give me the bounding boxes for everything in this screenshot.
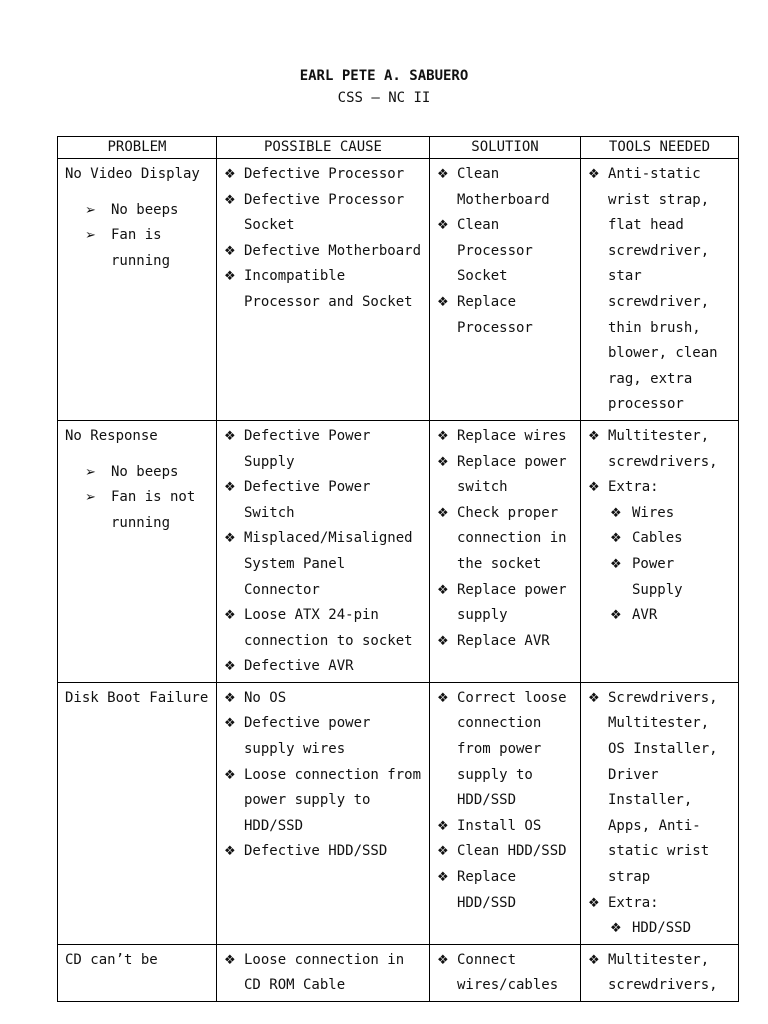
list-item: ❖ Clean HDD/SSD <box>437 839 573 865</box>
list-item: ❖ Power Supply <box>610 552 731 603</box>
cause-cell <box>217 944 430 1001</box>
diamond-bullet-icon: ❖ <box>610 608 622 624</box>
problem-cell <box>58 944 217 1001</box>
list-item: ❖ Replace wires <box>437 424 573 450</box>
diamond-bullet-icon: ❖ <box>437 294 449 310</box>
list-item: ❖ Clean Motherboard <box>437 162 573 213</box>
list-item: ❖ Replace power supply <box>437 578 573 629</box>
diamond-bullet-icon: ❖ <box>224 269 236 285</box>
problem-title: Disk Boot Failure <box>65 689 209 706</box>
diamond-bullet-icon: ❖ <box>224 480 236 496</box>
list-item: ❖ Replace AVR <box>437 629 573 655</box>
list-item: ❖ Defective Power Supply <box>224 424 422 475</box>
list-item: ❖ Extra: ❖ HDD/SSD <box>588 891 731 942</box>
diamond-bullet-icon: ❖ <box>437 218 449 234</box>
list-item: ➢ No beeps <box>85 198 209 224</box>
certification-title: CSS – NC II <box>337 90 431 106</box>
list-item: ❖ Replace HDD/SSD <box>437 865 573 916</box>
diamond-bullet-icon: ❖ <box>437 167 449 182</box>
solution-cell <box>430 682 581 944</box>
diamond-bullet-icon: ❖ <box>224 428 236 444</box>
diamond-bullet-icon: ❖ <box>588 480 600 496</box>
list-item: ❖ Misplaced/Misaligned System Panel Connector <box>224 526 422 603</box>
diamond-bullet-icon: ❖ <box>437 582 449 598</box>
list-item: ❖ Anti-static wrist strap, flat head screwdriver, star screwdriver, thin brush, blower, clean rag, extra processor <box>588 162 731 418</box>
list-item: ❖ Install OS <box>437 814 573 840</box>
list-item: ❖ Defective Power Switch <box>224 475 422 526</box>
diamond-bullet-icon: ❖ <box>588 167 600 182</box>
diamond-bullet-icon: ❖ <box>588 952 600 968</box>
list-item: ➢ Fan is not running <box>85 485 209 536</box>
list-item: ❖ Check proper connection in the socket <box>437 501 573 578</box>
author-name: EARL PETE A. SABUERO <box>299 68 469 84</box>
cause-cell <box>217 420 430 682</box>
problem-cell <box>58 420 217 682</box>
cause-cell <box>217 682 430 944</box>
list-item: ❖ Loose connection from power supply to HDD/SSD <box>224 763 422 840</box>
diamond-bullet-icon: ❖ <box>437 690 449 706</box>
arrow-bullet-icon: ➢ <box>85 490 96 506</box>
diamond-bullet-icon: ❖ <box>437 844 449 860</box>
list-item: ❖ Extra: ❖ Wires ❖ Cables ❖ Power Supply ❖ AVR <box>588 475 731 629</box>
cause-cell <box>217 159 430 421</box>
list-item: ❖ Defective power supply wires <box>224 711 422 762</box>
column-header-cause: POSSIBLE CAUSE <box>217 137 430 159</box>
list-item: ❖ Replace Processor <box>437 290 573 341</box>
problem-cell <box>58 159 217 421</box>
list-item: ❖ Multitester, screwdrivers, <box>588 948 731 999</box>
diamond-bullet-icon: ❖ <box>437 505 449 521</box>
diamond-bullet-icon: ❖ <box>224 659 236 675</box>
extra-tools-list <box>610 916 731 942</box>
tools-cell <box>581 682 739 944</box>
diamond-bullet-icon: ❖ <box>437 818 449 834</box>
list-item: ➢ No beeps <box>85 460 209 486</box>
diamond-bullet-icon: ❖ <box>224 192 236 208</box>
diamond-bullet-icon: ❖ <box>610 531 622 547</box>
arrow-bullet-icon: ➢ <box>85 202 96 218</box>
list-item: ❖ Correct loose connection from power supply to HDD/SSD <box>437 686 573 814</box>
list-item: ❖ Defective AVR <box>224 654 422 680</box>
tools-cell <box>581 944 739 1001</box>
diamond-bullet-icon: ❖ <box>437 454 449 470</box>
diamond-bullet-icon: ❖ <box>224 167 236 182</box>
list-item: ❖ Wires <box>610 501 731 527</box>
diamond-bullet-icon: ❖ <box>437 952 449 968</box>
list-item: ❖ Incompatible Processor and Socket <box>224 264 422 315</box>
solution-cell <box>430 420 581 682</box>
column-header-solution: SOLUTION <box>430 137 581 159</box>
list-item: ❖ Multitester, screwdrivers, <box>588 424 731 475</box>
list-item: ❖ AVR <box>610 603 731 629</box>
solution-cell <box>430 159 581 421</box>
list-item: ❖ Defective HDD/SSD <box>224 839 422 865</box>
list-item: ❖ Connect wires/cables <box>437 948 573 999</box>
list-item: ❖ Defective Motherboard <box>224 239 422 265</box>
problem-detail-list <box>85 460 209 537</box>
list-item: ❖ Defective Processor <box>224 162 422 188</box>
list-item: ❖ Screwdrivers, Multitester, OS Installer, Driver Installer, Apps, Anti-static wrist strap <box>588 686 731 891</box>
tools-cell <box>581 159 739 421</box>
diamond-bullet-icon: ❖ <box>437 870 449 886</box>
diamond-bullet-icon: ❖ <box>224 844 236 860</box>
diamond-bullet-icon: ❖ <box>224 243 236 259</box>
list-item: ❖ Loose ATX 24-pin connection to socket <box>224 603 422 654</box>
table-row <box>58 420 739 682</box>
table-row <box>58 682 739 944</box>
diamond-bullet-icon: ❖ <box>224 531 236 547</box>
diamond-bullet-icon: ❖ <box>224 716 236 732</box>
diamond-bullet-icon: ❖ <box>588 895 600 911</box>
table-row <box>58 159 739 421</box>
problem-title: No Response <box>65 427 158 444</box>
table-header-row <box>58 137 739 159</box>
arrow-bullet-icon: ➢ <box>85 464 96 480</box>
list-item: ➢ Fan is running <box>85 223 209 274</box>
solution-cell <box>430 944 581 1001</box>
list-item: ❖ Cables <box>610 526 731 552</box>
diamond-bullet-icon: ❖ <box>610 556 622 572</box>
list-item: ❖ Replace power switch <box>437 450 573 501</box>
list-item: ❖ Loose connection in CD ROM Cable <box>224 948 422 999</box>
troubleshooting-table <box>57 136 739 1002</box>
problem-cell <box>58 682 217 944</box>
column-header-problem: PROBLEM <box>58 137 217 159</box>
diamond-bullet-icon: ❖ <box>610 505 622 521</box>
arrow-bullet-icon: ➢ <box>85 228 96 244</box>
list-item: ❖ Defective Processor Socket <box>224 188 422 239</box>
extra-tools-list <box>610 501 731 629</box>
list-item: ❖ No OS <box>224 686 422 712</box>
problem-detail-list <box>85 198 209 275</box>
list-item: ❖ HDD/SSD <box>610 916 731 942</box>
diamond-bullet-icon: ❖ <box>224 767 236 783</box>
problem-title: CD can’t be <box>65 951 158 968</box>
diamond-bullet-icon: ❖ <box>437 428 449 444</box>
table-row <box>58 944 739 1001</box>
column-header-tools: TOOLS NEEDED <box>581 137 739 159</box>
diamond-bullet-icon: ❖ <box>224 952 236 968</box>
problem-title: No Video Display <box>65 166 200 182</box>
diamond-bullet-icon: ❖ <box>588 690 600 706</box>
diamond-bullet-icon: ❖ <box>224 608 236 624</box>
diamond-bullet-icon: ❖ <box>588 428 600 444</box>
tools-cell <box>581 420 739 682</box>
diamond-bullet-icon: ❖ <box>610 921 622 937</box>
diamond-bullet-icon: ❖ <box>224 690 236 706</box>
list-item: ❖ Clean Processor Socket <box>437 213 573 290</box>
diamond-bullet-icon: ❖ <box>437 633 449 649</box>
